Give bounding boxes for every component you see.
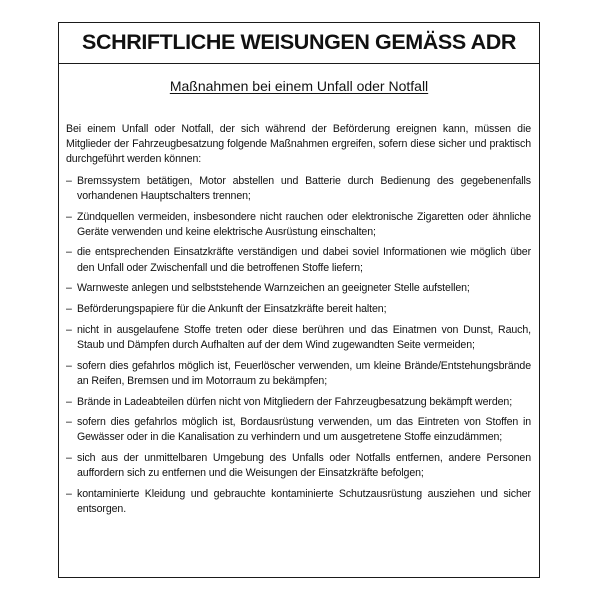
section-heading-text: Maßnahmen bei einem Unfall oder Notfall <box>169 78 429 94</box>
dash-bullet: – <box>66 323 72 336</box>
list-item <box>66 451 531 481</box>
dash-bullet: – <box>66 246 72 259</box>
list-item-text: die entsprechenden Einsatzkräfte verständigen und dabei soviel Informationen wie möglich über den Unfall oder Zwischenfall und die betroffenen Stoffe liefern; <box>77 246 531 274</box>
title-divider <box>59 63 539 64</box>
list-item <box>66 395 531 410</box>
list-item <box>66 359 531 389</box>
list-item <box>66 174 531 204</box>
dash-bullet: – <box>66 303 72 316</box>
measures-list <box>66 174 531 518</box>
list-item-text: kontaminierte Kleidung und gebrauchte kontaminierte Schutzausrüstung ausziehen und sicher entsorgen. <box>77 488 531 516</box>
dash-bullet: – <box>66 359 72 372</box>
list-item-text: Beförderungspapiere für die Ankunft der Einsatzkräfte bereit halten; <box>77 303 387 316</box>
list-item <box>66 245 531 275</box>
dash-bullet: – <box>66 452 72 465</box>
dash-bullet: – <box>66 416 72 429</box>
intro-paragraph: Bei einem Unfall oder Notfall, der sich während der Beförderung ereignen kann, müssen die Mitglieder der Fahrzeugbesatzung folgende Maßnahmen ergreifen, sofern diese sicher und praktisch durchgeführt werden können: <box>66 123 531 166</box>
list-item-text: sofern dies gefahrlos möglich ist, Feuerlöscher verwenden, um kleine Brände/Entstehungsbrände an Reifen, Bremsen und im Motorraum zu bekämpfen; <box>77 359 531 387</box>
list-item-text: nicht in ausgelaufene Stoffe treten oder diese berühren und das Einatmen von Dunst, Rauch, Staub und Dämpfen durch Aufhalten auf der dem Wind zugewandten Seite vermeiden; <box>77 323 531 351</box>
list-item-text: Zündquellen vermeiden, insbesondere nicht rauchen oder elektronische Zigaretten oder ähnliche Geräte verwenden und keine elektrische Ausrüstung einschalten; <box>77 210 531 238</box>
document-title: SCHRIFTLICHE WEISUNGEN GEMÄSS ADR <box>82 30 516 54</box>
dash-bullet: – <box>66 488 72 501</box>
list-item-text: Bremssystem betätigen, Motor abstellen und Batterie durch Bedienung des gegebenenfalls vorhandenen Hauptschalters trennen; <box>77 174 531 202</box>
list-item <box>66 302 531 317</box>
dash-bullet: – <box>66 282 72 295</box>
section-heading <box>59 78 539 94</box>
instruction-sheet <box>58 22 540 578</box>
list-item-text: Warnweste anlegen und selbststehende Warnzeichen an geeigneter Stelle aufstellen; <box>77 282 470 295</box>
dash-bullet: – <box>66 395 72 408</box>
list-item <box>66 281 531 296</box>
list-item-text: sofern dies gefahrlos möglich ist, Bordausrüstung verwenden, um das Eintreten von Stoffen in Gewässer oder in die Kanalisation zu verhindern und um ausgetretene Stoffe einzudämmen; <box>77 416 531 444</box>
list-item <box>66 323 531 353</box>
dash-bullet: – <box>66 174 72 187</box>
list-item-text: sich aus der unmittelbaren Umgebung des Unfalls oder Notfalls entfernen, andere Personen auffordern sich zu entfernen und die Weisungen der Einsatzkräfte befolgen; <box>77 452 531 480</box>
list-item <box>66 415 531 445</box>
list-item <box>66 210 531 240</box>
dash-bullet: – <box>66 210 72 223</box>
document-body <box>66 122 531 523</box>
list-item-text: Brände in Ladeabteilen dürfen nicht von Mitgliedern der Fahrzeugbesatzung bekämpft werden; <box>77 395 513 408</box>
list-item <box>66 487 531 517</box>
